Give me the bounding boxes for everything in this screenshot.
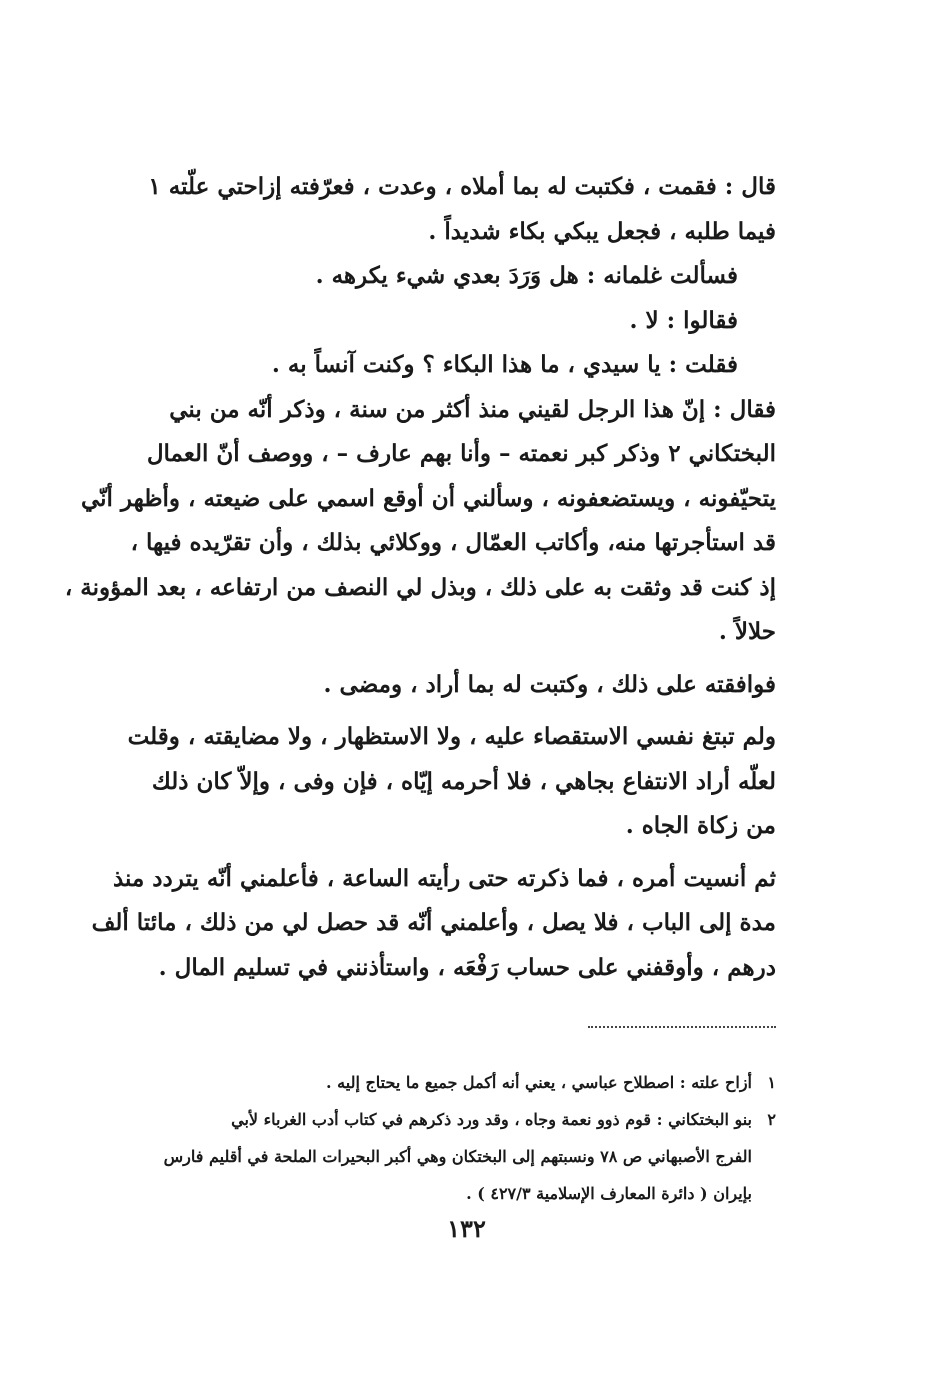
footnote-2 [100,1101,776,1212]
footnote-text: الفرج الأصبهاني ص ٧٨ ونسبتهم إلى البختكان وهي أكبر البحيرات الملحة في أقليم فارس [163,1147,752,1166]
paragraph-7 [100,715,776,849]
footnote-text: بنو البختكاني : قوم ذوو نعمة وجاه ، وقد ورد ذكرهم في كتاب أدب الغرباء لأبي [231,1110,752,1129]
text-line: البختكاني ٢ وذكر كبر نعمته – وأنا بهم عارف – ، ووصف أنّ العمال [146,440,776,467]
text-line: قد استأجرتها منه، وأكاتب العمّال ، ووكلائي بذلك ، وأن تقرّيده فيها ، [130,529,776,556]
text-line: ولم تبتغ نفسي الاستقصاء عليه ، ولا الاستظهار ، ولا مضايقته ، وقلت [127,723,776,750]
page-number: ١٣٢ [447,1214,486,1243]
footnote-text: بإيران ( دائرة المعارف الإسلامية ٤٢٧/٣ ) . [466,1184,752,1203]
paragraph-1 [100,165,776,254]
text-line: فيما طلبه ، فجعل يبكي بكاء شديداً . [428,217,776,245]
text-line: فقلت : يا سيدي ، ما هذا البكاء ؟ وكنت آنساً به . [271,351,738,378]
text-line: فقال : إنّ هذا الرجل لقيني منذ أكثر من سنة ، وذكر أنّه من بني [169,395,776,423]
text-line: فوافقته على ذلك ، وكتبت له بما أراد ، ومضى . [323,670,776,698]
text-line: يتحيّفونه ، ويستضعفونه ، وسألني أن أوقع اسمي على ضيعته ، وأظهر أنّي [80,484,776,512]
paragraph-6 [100,663,776,708]
paragraph-8 [91,857,776,991]
footnotes [100,1064,776,1212]
footnote-text: أزاح علته : اصطلاح عباسي ، يعني أنه أكمل جميع ما يحتاج إليه . [326,1073,752,1092]
footnote-number: ٢ [767,1110,776,1129]
text-line: درهم ، وأوقفني على حساب رَفْعَه ، واستأذنني في تسليم المال . [158,953,776,981]
paragraph-3 [100,299,776,344]
paragraph-5 [64,388,776,655]
text-line: ثم أنسيت أمره ، فما ذكرته حتى رأيته الساعة ، فأعلمني أنّه يتردد منذ [112,864,776,892]
text-line: إذ كنت قد وثقت به على ذلك ، وبذل لي النصف من ارتفاعه ، بعد المؤونة ، [64,573,776,601]
text-line: لعلّه أراد الانتفاع بجاهي ، فلا أحرمه إيّاه ، فإن وفى ، وإلاّ كان ذلك [151,767,776,795]
footnote-number: ١ [767,1073,776,1092]
text-line: مدة إلى الباب ، فلا يصل ، وأعلمني أنّه قد حصل لي من ذلك ، مائتا ألف [91,909,776,936]
text-line: من زكاة الجاه . [625,812,776,839]
footnote-1 [100,1064,776,1101]
footnote-divider [588,1026,776,1028]
text-line: فسألت غلمانه : هل وَرَدَ بعدي شيء يكرهه . [315,262,738,289]
main-text [64,165,776,990]
text-line: حلالاً . [718,618,776,645]
paragraph-4 [100,343,776,388]
text-line: فقالوا : لا . [629,306,738,334]
paragraph-2 [100,254,776,299]
text-line: قال : فقمت ، فكتبت له بما أملاه ، وعدت ، فعرّفته إزاحتي علّته ١ [148,173,776,200]
